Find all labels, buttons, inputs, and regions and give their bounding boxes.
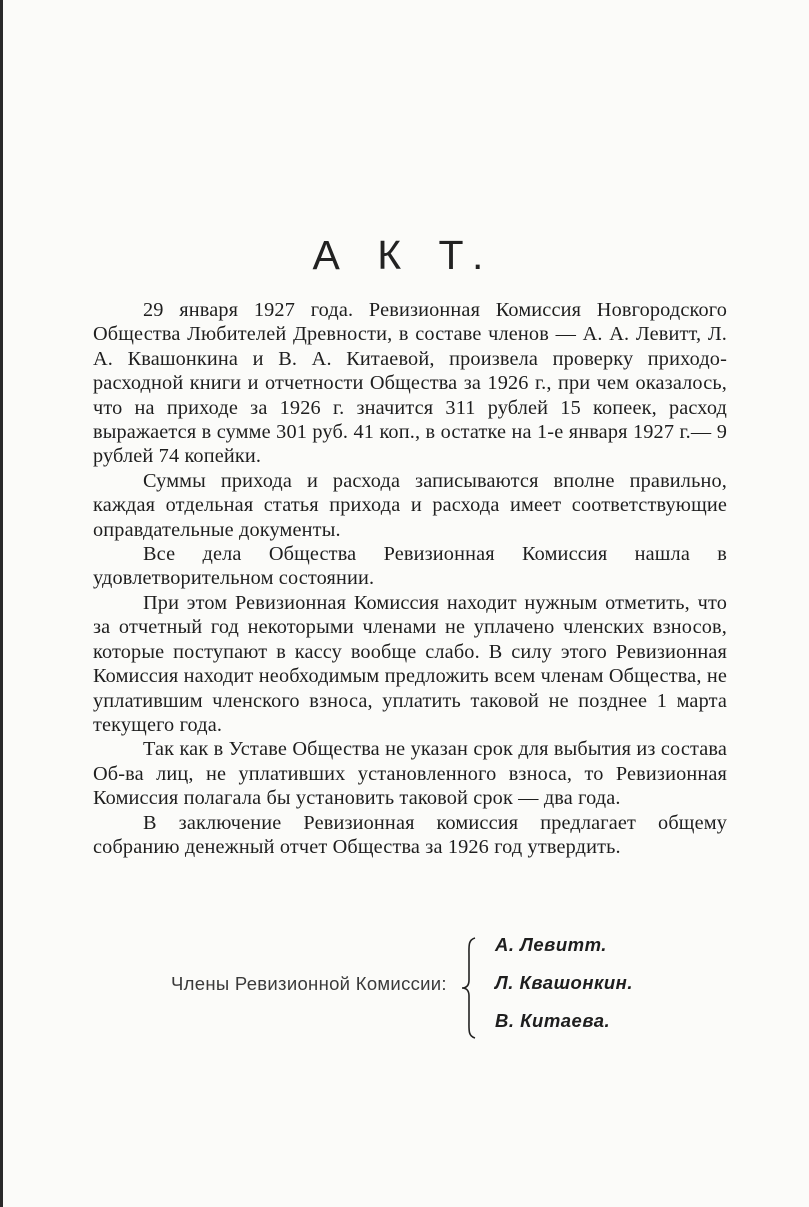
paragraph-5: Так как в Уставе Общества не указан срок для выбытия из состава Об-ва лиц, не уплативших установленного взноса, то Ревизионная Комиссия полагала бы установить таковой срок — два года. [93, 738, 727, 810]
paragraph-3: Все дела Общества Ревизионная Комиссия нашла в удовлетворительном состоянии. [93, 543, 727, 590]
paragraph-2: Суммы прихода и расхода записываются вполне правильно, каждая отдельная статья прихода и расхода имеет соответствующие оправдательные документы. [93, 469, 727, 541]
brace-icon [459, 936, 481, 1040]
paragraph-1: 29 января 1927 года. Ревизионная Комиссия Новгородского Общества Любителей Древности, в составе членов — А. А. Левитт, Л. А. Квашонкина и В. А. Китаевой, произвела проверку приходо-расходной книги и отчетности Общества за 1926 г., при чем оказалось, что на приходе за 1926 г. значится 311 рублей 15 копеек, расход выражается в сумме 301 руб. 41 коп., в остатке на 1-е января 1927 г.— 9 рублей 74 копейки. [93, 299, 727, 468]
signature-block [0, 928, 809, 1038]
signature-name-3: В. Китаева. [495, 1010, 611, 1031]
paragraph-4: При этом Ревизионная Комиссия находит нужным отметить, что за отчетный год некоторыми членами не уплачено членских взносов, которые поступают в кассу вообще слабо. В силу этого Ревизионная Комиссия находит необходимым предложить всем членам Общества, не уплатившим членского взноса, уплатить таковой не позднее 1 марта текущего года. [93, 591, 727, 736]
signature-name-1: А. Левитт. [495, 934, 607, 955]
signature-name-2: Л. Квашонкин. [495, 972, 633, 993]
paragraph-6: В заключение Ревизионная комиссия предлагает общему собранию денежный отчет Общества за 1926 год утвердить. [93, 811, 727, 858]
signature-label: Члены Ревизионной Комиссии: [171, 973, 447, 994]
document-body [93, 298, 727, 859]
document-title: А К Т. [312, 232, 497, 278]
